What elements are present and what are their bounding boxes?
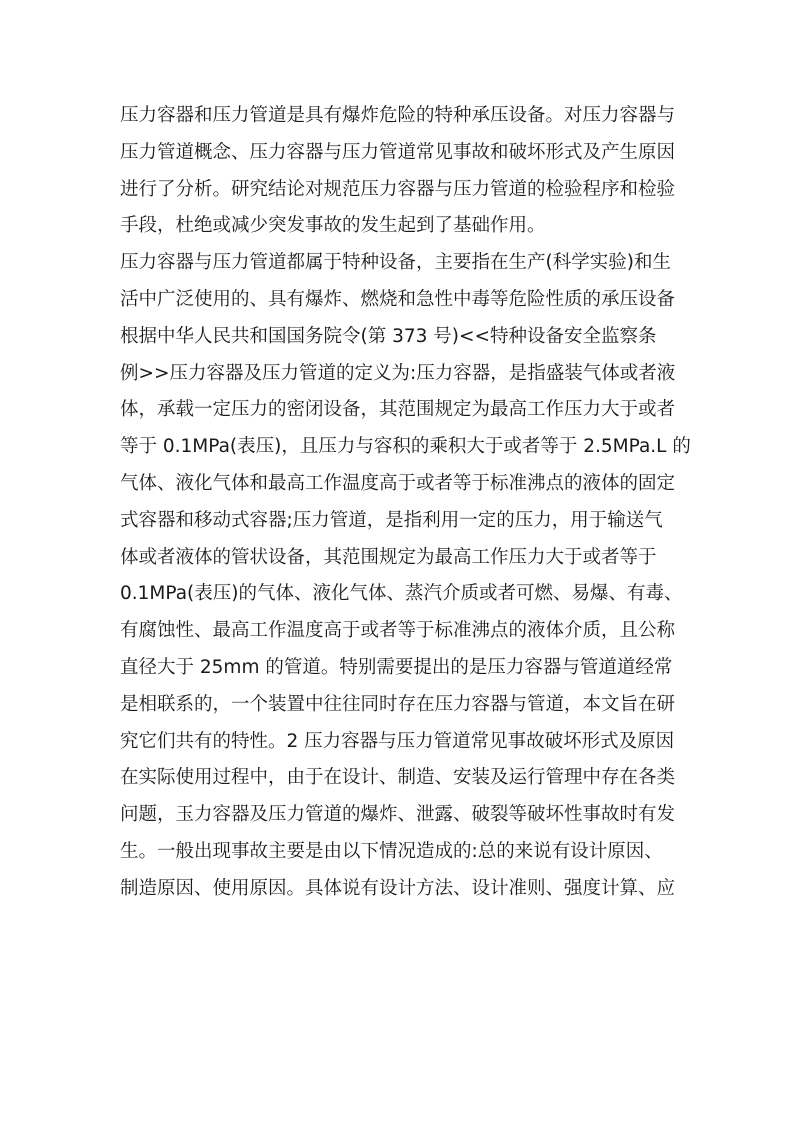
text-line: 例>>压力容器及压力管道的定义为:压力容器，是指盛装气体或者液 bbox=[120, 362, 676, 384]
text-line: 进行了分析。研究结论对规范压力容器与压力管道的检验程序和检验 bbox=[120, 178, 676, 200]
text-line: 生。一般出现事故主要是由以下情况造成的:总的来说有设计原因、 bbox=[120, 840, 663, 862]
document-page bbox=[120, 98, 691, 908]
text-line: 等于 0.1MPa(表压)，且压力与容积的乘积大于或者等于 2.5MPa.L 的 bbox=[120, 436, 691, 458]
text-line: 压力管道概念、压力容器与压力管道常见事故和破坏形式及产生原因 bbox=[120, 141, 676, 163]
text-line: 是相联系的，一个装置中往往同时存在压力容器与管道，本文旨在研 bbox=[120, 693, 676, 715]
text-line: 直径大于 25mm 的管道。特别需要提出的是压力容器与管道道经常 bbox=[120, 656, 673, 678]
body-paragraph bbox=[120, 245, 691, 907]
text-line: 压力容器和压力管道是具有爆炸危险的特种承压设备。对压力容器与 bbox=[120, 105, 676, 126]
text-line: 式容器和移动式容器;压力管道，是指利用一定的压力，用于输送气 bbox=[120, 509, 663, 531]
text-line: 有腐蚀性、最高工作温度高于或者等于标准沸点的液体介质，且公称 bbox=[120, 620, 676, 642]
text-line: 问题，玉力容器及压力管道的爆炸、泄露、破裂等破坏性事故时有发 bbox=[120, 804, 676, 826]
text-line: 手段，杜绝或减少突发事故的发生起到了基础作用。 bbox=[120, 215, 546, 237]
abstract-paragraph bbox=[120, 98, 676, 245]
text-line: 究它们共有的特性。2 压力容器与压力管道常见事故破坏形式及原因 bbox=[120, 730, 675, 752]
text-line: 活中广泛使用的、具有爆炸、燃烧和急性中毒等危险性质的承压设备 bbox=[120, 288, 676, 310]
text-line: 压力容器与压力管道都属于特种设备，主要指在生产(科学实验)和生 bbox=[120, 252, 671, 274]
text-line: 根据中华人民共和国国务院令(第 373 号)<<特种设备安全监察条 bbox=[120, 325, 657, 347]
text-line: 制造原因、使用原因。具体说有设计方法、设计准则、强度计算、应 bbox=[120, 877, 676, 899]
text-line: 体或者液体的管状设备，其范围规定为最高工作压力大于或者等于 bbox=[120, 546, 657, 568]
text-line: 体，承载一定压力的密闭设备，其范围规定为最高工作压力大于或者 bbox=[120, 399, 676, 421]
text-line: 气体、液化气体和最高工作温度高于或者等于标准沸点的液体的固定 bbox=[120, 472, 676, 494]
text-line: 在实际使用过程中，由于在设计、制造、安装及运行管理中存在各类 bbox=[120, 767, 676, 789]
text-line: 0.1MPa(表压)的气体、液化气体、蒸汽介质或者可燃、易爆、有毒、 bbox=[120, 583, 683, 605]
